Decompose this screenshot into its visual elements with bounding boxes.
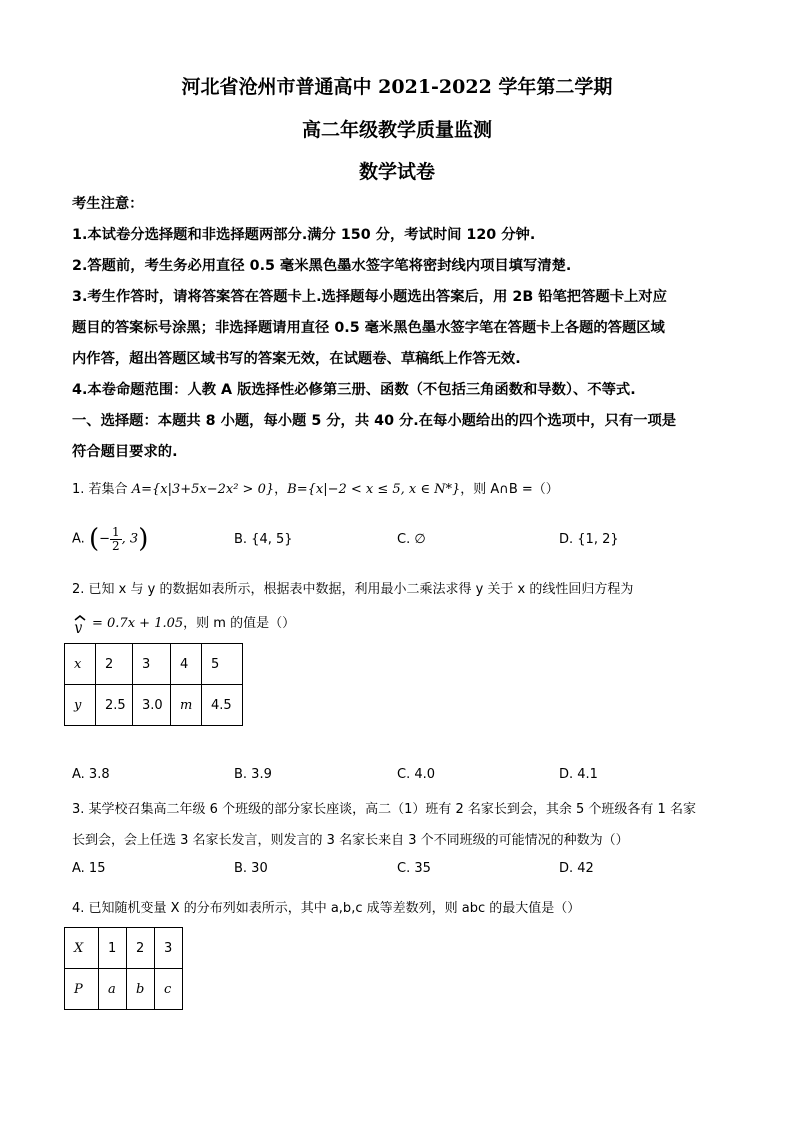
question-4-stem: 4. 已知随机变量 X 的分布列如表所示，其中 a,b,c 成等差数列，则 abc 的最大值是（）	[72, 901, 581, 916]
q1-suffix: ，则 A∩B =（）	[460, 482, 559, 497]
q4-table-cell: c	[155, 969, 183, 1010]
q2-table-cell: 3.0	[133, 685, 171, 726]
notice-item-3-line2: 题目的答案标号涂黑；非选择题请用直径 0.5 毫米黑色墨水签字笔在答题卡上各题的答题区域	[72, 320, 665, 336]
q2-option-d: D. 4.1	[559, 767, 598, 782]
q3-option-b: B. 30	[234, 861, 268, 876]
q2-option-b: B. 3.9	[234, 767, 272, 782]
q2-table-cell: 2.5	[96, 685, 133, 726]
q2-equation-suffix: ，则 m 的值是（）	[183, 616, 296, 631]
q2-table-cell: 4.5	[202, 685, 243, 726]
q1-option-c: C. ∅	[397, 532, 426, 547]
q2-table-cell: m	[171, 685, 202, 726]
q3-option-c: C. 35	[397, 861, 431, 876]
question-2-stem-line2	[72, 612, 732, 633]
q4-distribution-table	[64, 927, 183, 1010]
notice-item-4: 4.本卷命题范围：人教 A 版选择性必修第三册、函数（不包括三角函数和导数）、不等式.	[72, 382, 636, 398]
q2-table-cell: 2	[96, 644, 133, 685]
exam-title-line1: 河北省沧州市普通高中 2021-2022 学年第二学期	[181, 76, 613, 98]
q3-option-d: D. 42	[559, 861, 594, 876]
notice-item-2: 2.答题前，考生务必用直径 0.5 毫米黑色墨水签字笔将密封线内项目填写清楚.	[72, 258, 572, 274]
svg-text:y: y	[74, 619, 82, 633]
q2-data-table	[64, 643, 243, 726]
q4-table-cell: a	[99, 969, 127, 1010]
q1-option-a-fraction	[110, 526, 122, 553]
q1-option-a-denominator: 2	[112, 538, 120, 553]
q1-option-d: D. {1, 2}	[559, 532, 619, 547]
q1-option-b: B. {4, 5}	[234, 532, 293, 547]
exam-title-line2: 高二年级教学质量监测	[301, 119, 492, 141]
section-1-instructions-line2: 符合题目要求的.	[72, 444, 178, 460]
question-1-stem	[72, 478, 732, 497]
q1-option-a	[72, 524, 148, 554]
q4-table-row-p	[65, 969, 183, 1010]
q2-option-c: C. 4.0	[397, 767, 436, 782]
notice-item-3-line3: 内作答，超出答题区域书写的答案无效，在试题卷、草稿纸上作答无效.	[72, 351, 521, 367]
exam-title-line3: 数学试卷	[358, 161, 435, 183]
question-3-stem-line2: 长到会，会上任选 3 名家长发言，则发言的 3 名家长来自 3 个不同班级的可能情况的种数为（）	[72, 833, 629, 848]
q3-option-a: A. 15	[72, 861, 106, 876]
q4-table-cell: 3	[155, 928, 183, 969]
q2-table-cell: y	[65, 685, 96, 726]
q2-table-cell: 5	[202, 644, 243, 685]
q2-regression-equation: = 0.7x + 1.05	[92, 616, 184, 631]
q2-table-row-x	[65, 644, 243, 685]
q4-table-cell: b	[127, 969, 155, 1010]
q1-set-b: B={x|−2 < x ≤ 5, x ∈ N*}	[287, 482, 461, 497]
section-1-instructions-line1: 一、选择题：本题共 8 小题，每小题 5 分，共 40 分.在每小题给出的四个选项中，只有一项是	[72, 413, 677, 429]
q1-option-a-minus: −	[99, 531, 110, 547]
notice-item-1: 1.本试卷分选择题和非选择题两部分.满分 150 分，考试时间 120 分钟.	[72, 227, 536, 243]
q1-option-a-rest: , 3	[121, 531, 139, 547]
notice-item-3-line1: 3.考生作答时，请将答案答在答题卡上.选择题每小题选出答案后，用 2B 铅笔把答题卡上对应	[72, 289, 667, 305]
q4-table-row-x	[65, 928, 183, 969]
q1-comma: ，	[274, 482, 288, 497]
q4-table-cell: P	[65, 969, 99, 1010]
q2-option-a: A. 3.8	[72, 767, 110, 782]
q4-table-cell: X	[65, 928, 99, 969]
q4-table-cell: 2	[127, 928, 155, 969]
question-3-stem-line1: 3. 某学校召集高二年级 6 个班级的部分家长座谈，高二（1）班有 2 名家长到会，其余 5 个班级各有 1 名家	[72, 802, 696, 817]
question-2-stem-line1: 2. 已知 x 与 y 的数据如表所示，根据表中数据，利用最小二乘法求得 y 关于 x 的线性回归方程为	[72, 582, 634, 597]
q1-option-a-label: A.	[72, 531, 85, 547]
q4-table-cell: 1	[99, 928, 127, 969]
q2-table-row-y	[65, 685, 243, 726]
y-hat-icon	[72, 615, 92, 633]
q2-table-cell: x	[65, 644, 96, 685]
q2-table-cell: 4	[171, 644, 202, 685]
q2-table-cell: 3	[133, 644, 171, 685]
notice-heading: 考生注意：	[72, 196, 144, 212]
q1-option-a-open-paren: (	[88, 524, 100, 554]
q1-option-a-numerator: 1	[112, 524, 120, 539]
q1-prefix: 1. 若集合	[72, 482, 128, 497]
q1-set-a: A={x|3+5x−2x² > 0}	[131, 482, 275, 497]
q1-option-a-close-paren: )	[138, 524, 149, 554]
